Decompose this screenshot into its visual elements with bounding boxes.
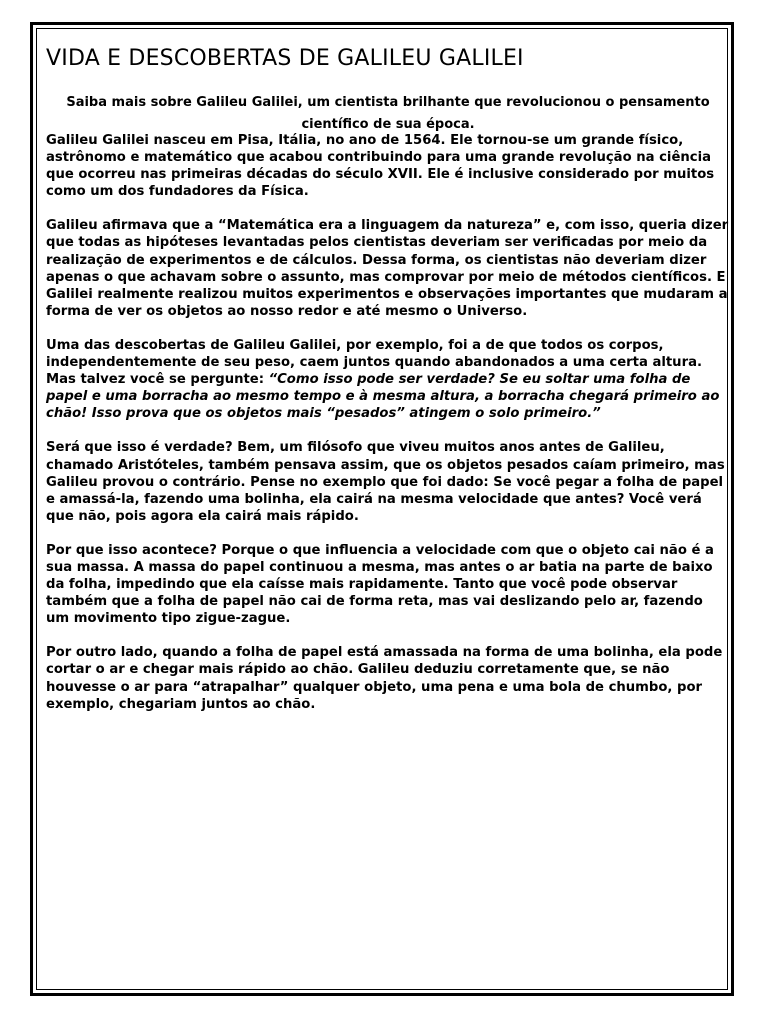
intro-text: Saiba mais sobre Galileu Galilei, um cientista brilhante que revolucionou o pensamento científico de sua época. (66, 95, 710, 132)
paragraph-3-quote: “Como isso pode ser verdade? Se eu soltar uma folha de papel e uma borracha ao mesmo tempo e à mesma altura, a borracha chegará primeiro ao chão! Isso prova que os objetos mais “pesados” atingem o solo primeiro.” (46, 372, 720, 422)
paragraph-6: Por outro lado, quando a folha de papel está amassada na forma de uma bolinha, ela pode cortar o ar e chegar mais rápido ao chão. Galileu deduziu corretamente que, se não houvesse o ar para “atrapalhar” qualquer objeto, uma pena e uma bola de chumbo, por exemplo, chegariam juntos ao chão. (46, 645, 723, 712)
paragraph-2: Galileu afirmava que a “Matemática era a linguagem da natureza” e, com isso, queria dizer que todas as hipóteses levantadas pelos cientistas deveriam ser verificadas por meio da realização de experimentos e de cálculos. Dessa forma, os cientistas não deveriam dizer apenas o que achavam sobre o assunto, mas comprovar por meio de métodos científicos. E Galilei realmente realizou muitos experimentos e observações importantes que mudaram a forma de ver os objetos ao nosso redor e até mesmo o Universo. (46, 218, 729, 319)
paragraph-1: Galileu Galilei nasceu em Pisa, Itália, no ano de 1564. Ele tornou-se um grande físico, astrônomo e matemático que acabou contribuindo para uma grande revolução na ciência que ocorreu nas primeiras décadas do século XVII. Ele é inclusive considerado por muitos como um dos fundadores da Física. (46, 133, 715, 200)
paragraph-3-text: Uma das descobertas de Galileu Galilei, por exemplo, foi a de que todos os corpos, independentemente de seu peso, caem juntos quando abandonados a uma certa altura. Mas talvez você se pergunte: (46, 337, 702, 388)
document-title: VIDA E DESCOBERTAS DE GALILEU GALILEI (46, 46, 524, 71)
paragraph-3 (46, 337, 730, 422)
paragraph-5: Por que isso acontece? Porque o que influencia a velocidade com que o objeto cai não é a sua massa. A massa do papel continuou a mesma, mas antes o ar batia na parte de baixo da folha, impedindo que ela caísse mais rapidamente. Tanto que você pode observar também que a folha de papel não cai de forma reta, mas vai deslizando pelo ar, fazendo um movimento tipo zigue-zague. (46, 542, 714, 627)
document-body (46, 42, 730, 730)
paragraph-4: Será que isso é verdade? Bem, um filósofo que viveu muitos anos antes de Galileu, chamado Aristóteles, também pensava assim, que os objetos pesados caíam primeiro, mas Galileu provou o contrário. Pense no exemplo que foi dado: Se você pegar a folha de papel e amassá-la, fazendo uma bolinha, ela cairá na mesma velocidade que antes? Você verá que não, pois agora ela cairá mais rápido. (46, 440, 725, 524)
